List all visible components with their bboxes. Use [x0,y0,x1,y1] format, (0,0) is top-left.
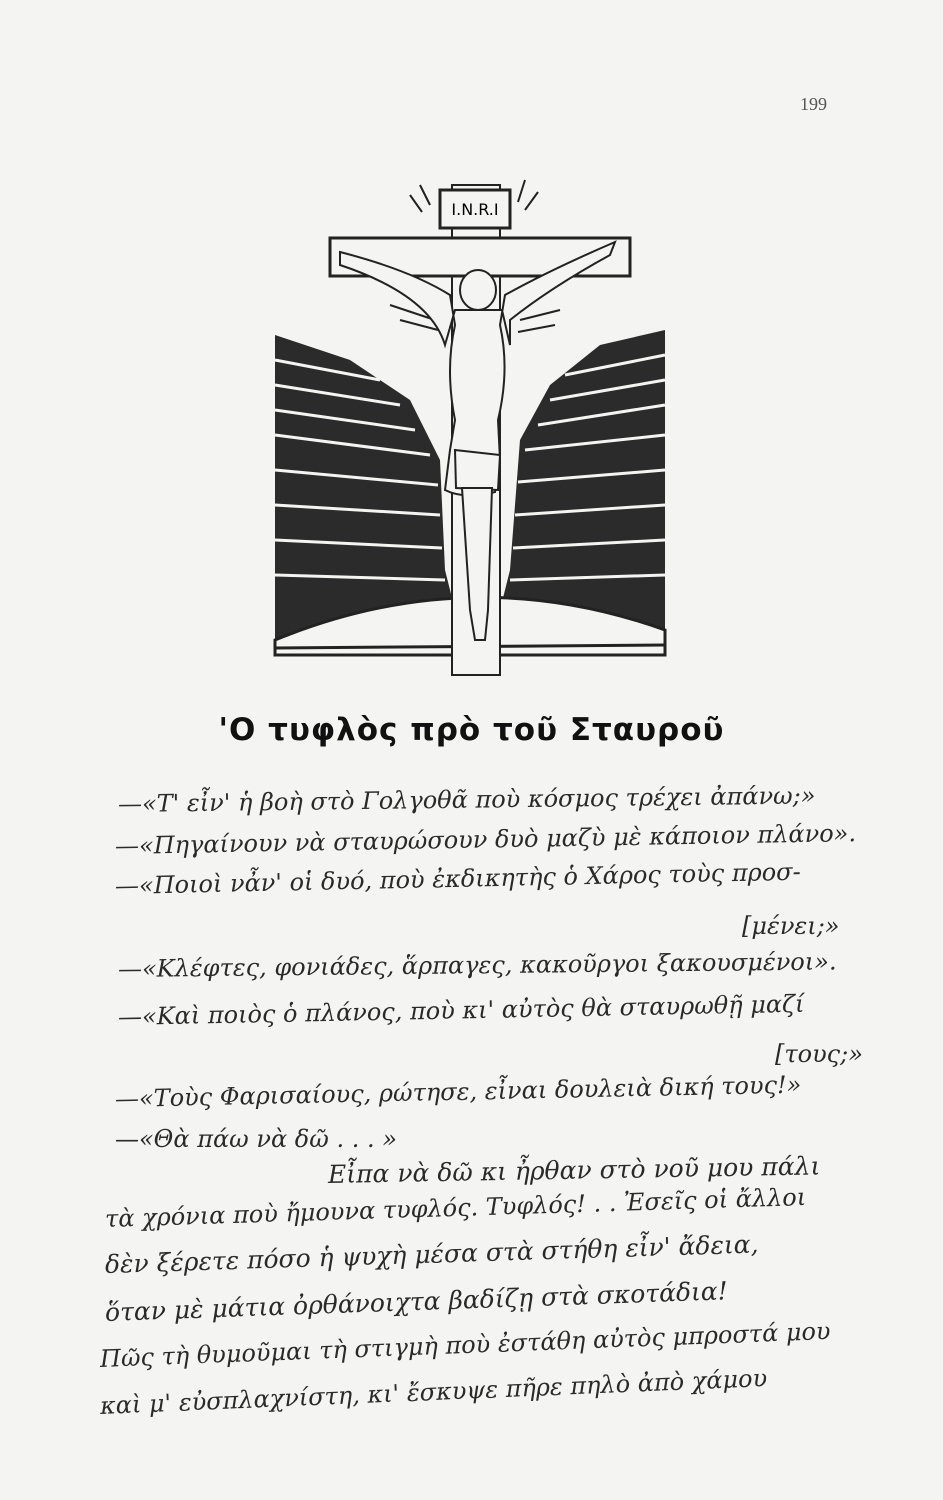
poem-line: —«Πηγαίνουν νὰ σταυρώσουν δυὸ μαζὺ μὲ κάποιον πλάνο». [114,819,857,860]
poem-line: —«Κλέφτες, φονιάδες, ἅρπαγες, κακοῦργοι ξακουσμένοι». [117,947,837,983]
poem-line: καὶ μ' εὐσπλαχνίστη, κι' ἔσκυψε πῆρε πηλὸ ἀπὸ χάμου [99,1364,768,1420]
poem-line: —«Καὶ ποιὸς ὁ πλάνος, ποὺ κι' αὐτὸς θὰ σταυρωθῇ μαζί [117,989,805,1031]
poem-line: Εἶπα νὰ δῶ κι ἦρθαν στὸ νοῦ μου πάλι [327,1151,821,1189]
poem-line: ὅταν μὲ μάτια ὀρθάνοιχτα βαδίζῃ στὰ σκοτάδια! [104,1276,729,1327]
poem-line: —«Ποιοὶ νἆν' οἱ δυό, ποὺ ἐκδικητὴς ὁ Χάρος τοὺς προσ- [114,857,801,900]
poem-line: δὲν ξέρετε πόσο ἡ ψυχὴ μέσα στὰ στήθη εἶν' ἄδεια, [104,1229,759,1279]
poem-line: Πῶς τὴ θυμοῦμαι τὴ στιγμὴ ποὺ ἐστάθη αὐτὸς μπροστά μου [99,1316,831,1373]
page-number: 199 [800,94,827,114]
inri-inscription: I.N.R.I [451,200,499,219]
poem-line: —«Τοὺς Φαρισαίους, ρώτησε, εἶναι δουλειὰ δική τους!» [114,1070,802,1113]
poem-title: 'Ο τυφλὸς πρὸ τοῦ Σταυροῦ [218,712,725,748]
poem-line: —«Τ' εἶν' ἡ βοὴ στὸ Γολγοθᾶ ποὺ κόσμος τρέχει ἀπάνω;» [117,781,816,818]
poem-line: [μένει;» [742,912,840,940]
poem-line: τὰ χρόνια ποὺ ἤμουνα τυφλός. Τυφλός! . . Ἐσεῖς οἱ ἄλλοι [104,1182,807,1233]
poem-line: [τους;» [775,1040,863,1068]
poem-line: —«Θὰ πάω νὰ δῶ . . . » [115,1125,397,1153]
